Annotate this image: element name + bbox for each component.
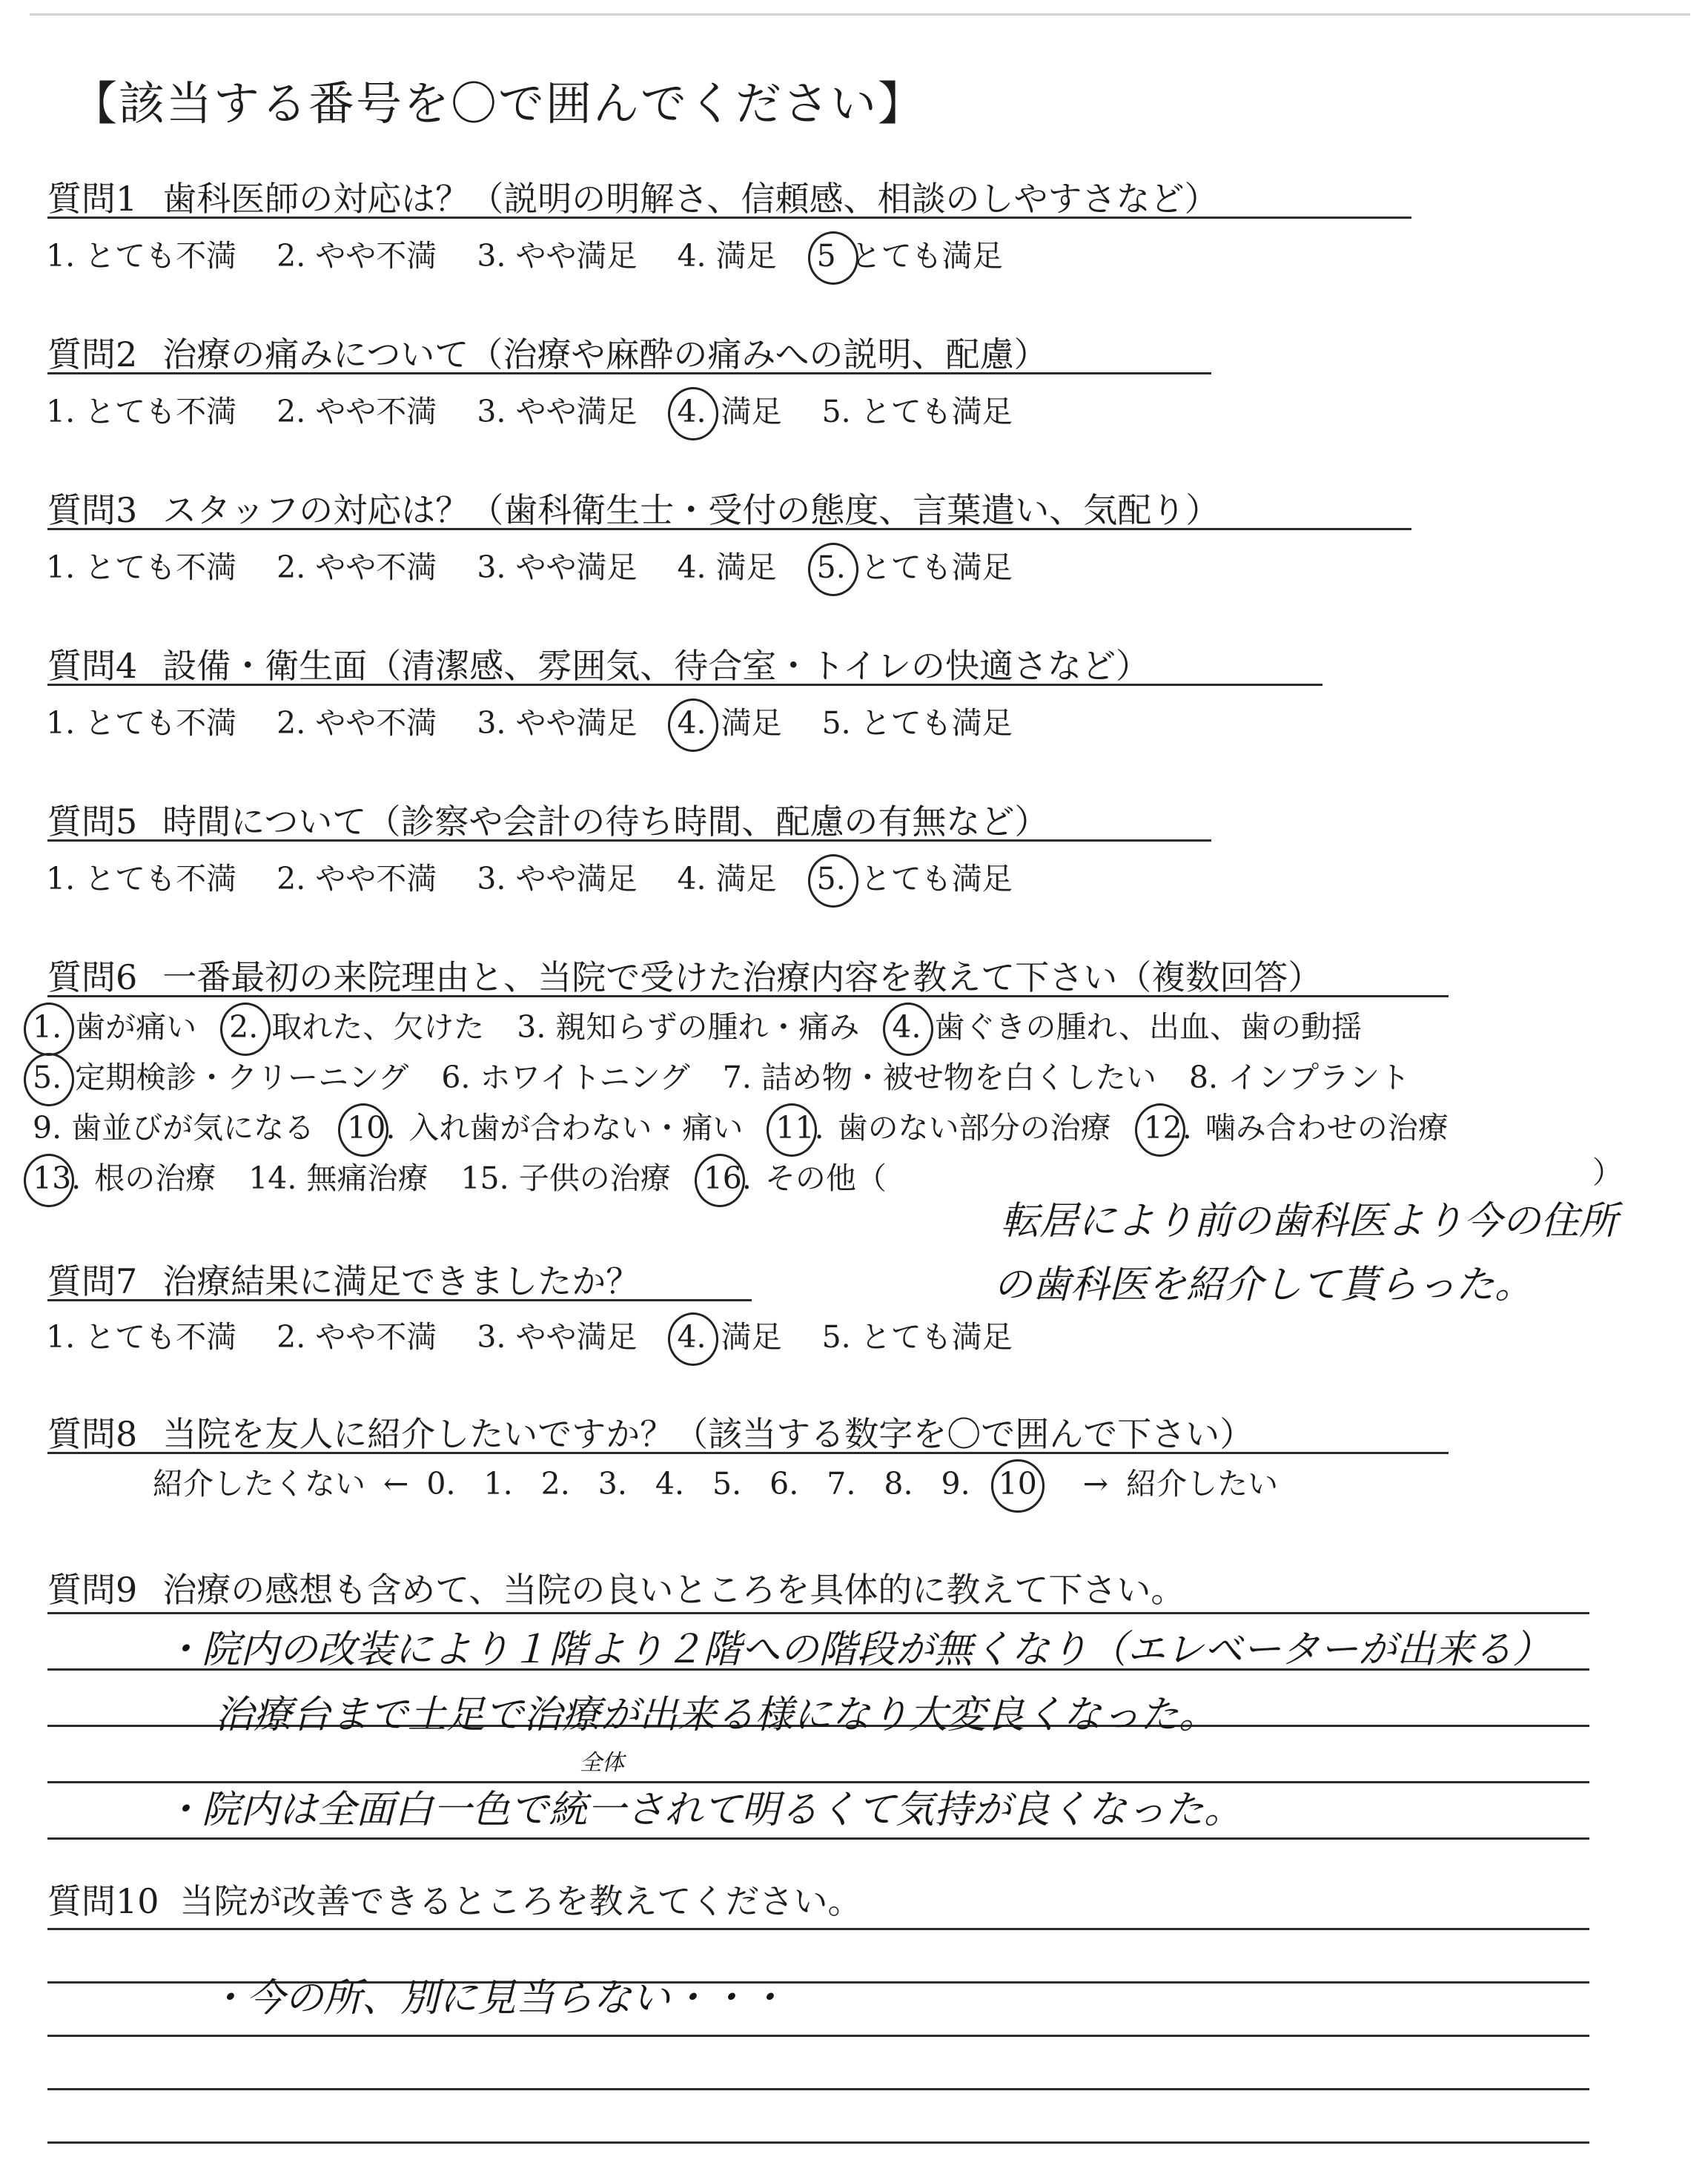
option-4-circled[interactable]: 4. — [677, 394, 706, 429]
answer-line — [47, 2035, 1589, 2037]
question-1-options — [46, 231, 1043, 275]
option-16-label: その他（ — [764, 1160, 887, 1196]
question-text: 当院を友人に紹介したいですか？（該当する数字を〇で囲んで下さい） — [162, 1414, 1254, 1454]
scale-9[interactable]: 9. — [941, 1466, 970, 1502]
question-text: 当院が改善できるところを教えてください。 — [179, 1881, 862, 1921]
option-2[interactable]: 2. やや不満 — [277, 861, 437, 896]
option-1-label: 歯が痛い — [75, 1009, 197, 1045]
option-4-circled[interactable]: 4. — [677, 705, 706, 741]
option-11-label: 歯のない部分の治療 — [837, 1110, 1111, 1146]
option-1[interactable]: 1. とても不満 — [46, 1319, 237, 1355]
option-5-circled[interactable]: 5. — [816, 549, 846, 585]
question-underline — [47, 528, 1411, 530]
option-1[interactable]: 1. とても不満 — [46, 705, 237, 741]
option-1-circled[interactable]: 1. — [33, 1009, 62, 1045]
scale-0[interactable]: 0. — [426, 1466, 456, 1502]
option-15[interactable]: 15. 子供の治療 — [460, 1160, 671, 1196]
scale-3[interactable]: 3. — [598, 1466, 627, 1502]
question-6-row-1 — [33, 1003, 1394, 1046]
question-text: 歯科医師の対応は？（説明の明解さ、信頼感、相談のしやすさなど） — [162, 179, 1219, 219]
form-heading: 【該当する番号を〇で囲んでください】 — [71, 76, 926, 131]
question-number: 質問6 — [47, 957, 138, 997]
option-5-circled[interactable]: 5 — [816, 238, 836, 274]
option-4-label: 歯ぐきの腫れ、出血、歯の動揺 — [934, 1009, 1362, 1045]
question-number: 質問3 — [47, 490, 138, 530]
option-4-circled[interactable]: 4. — [677, 1319, 706, 1355]
question-6-row-4 — [33, 1154, 919, 1198]
other-answer-handwritten-1: 転居により前の歯科医より今の住所 — [1001, 1199, 1618, 1244]
option-8[interactable]: 8. インプラント — [1188, 1060, 1411, 1095]
scale-1[interactable]: 1. — [483, 1466, 513, 1502]
option-14[interactable]: 14. 無痛治療 — [248, 1160, 428, 1196]
scale-7[interactable]: 7. — [827, 1466, 856, 1502]
option-3[interactable]: 3. やや満足 — [477, 394, 638, 429]
question-text: 一番最初の来院理由と、当院で受けた治療内容を教えて下さい（複数回答） — [162, 957, 1323, 997]
question-4-title — [47, 639, 1150, 688]
option-2[interactable]: 2. やや不満 — [277, 238, 437, 274]
option-13-circled[interactable]: 13. — [33, 1160, 82, 1196]
q9-handwritten-2: 治療台まで土足で治療が出来る様になり大変良くなった。 — [215, 1693, 1218, 1737]
right-arrow-icon: → — [1082, 1466, 1109, 1502]
question-1-title — [47, 172, 1218, 221]
option-5[interactable]: 5. とても満足 — [821, 394, 1013, 429]
option-5-label: とても満足 — [850, 238, 1003, 274]
question-underline — [47, 1452, 1449, 1454]
option-4[interactable]: 4. 満足 — [677, 549, 777, 585]
question-10-title — [47, 1875, 862, 1923]
question-3-title — [47, 483, 1219, 532]
q10-handwritten-1: ・今の所、別に見当らない・・・ — [208, 1976, 787, 2021]
question-number: 質問5 — [47, 802, 138, 842]
question-5-options — [46, 854, 1053, 898]
question-underline — [47, 372, 1211, 374]
question-text: 設備・衛生面（清潔感、雰囲気、待合室・トイレの快適さなど） — [162, 646, 1150, 686]
question-number: 質問2 — [47, 334, 138, 374]
option-1[interactable]: 1. とても不満 — [46, 238, 237, 274]
option-5-label: 定期検診・クリーニング — [75, 1060, 409, 1095]
question-number: 質問8 — [47, 1414, 138, 1454]
option-4-label: 満足 — [721, 705, 782, 741]
option-2[interactable]: 2. やや不満 — [277, 705, 437, 741]
scale-10-circled[interactable]: 10 — [998, 1466, 1037, 1502]
question-text: スタッフの対応は？（歯科衛生士・受付の態度、言葉遣い、気配り） — [162, 490, 1220, 530]
question-6-row-3 — [33, 1103, 1481, 1147]
option-13-label: 根の治療 — [94, 1160, 216, 1196]
option-2-circled[interactable]: 2. — [229, 1009, 259, 1045]
option-16-circled[interactable]: 16. — [703, 1160, 752, 1196]
option-10-circled[interactable]: 10. — [347, 1110, 396, 1146]
scale-right-label: 紹介したい — [1126, 1466, 1279, 1502]
other-close-paren: ） — [1592, 1155, 1623, 1190]
option-4-label: 満足 — [721, 394, 782, 429]
question-2-options — [46, 387, 1053, 431]
option-6[interactable]: 6. ホワイトニング — [441, 1060, 690, 1095]
recommend-scale — [153, 1459, 1278, 1503]
option-3[interactable]: 3. やや満足 — [477, 705, 638, 741]
option-7[interactable]: 7. 詰め物・被せ物を白くしたい — [722, 1060, 1156, 1095]
scale-4[interactable]: 4. — [655, 1466, 684, 1502]
answer-line — [47, 1837, 1589, 1840]
question-underline — [47, 217, 1411, 219]
option-5-label: とても満足 — [860, 549, 1013, 585]
question-8-title — [47, 1407, 1254, 1456]
question-text: 治療結果に満足できましたか？ — [162, 1261, 640, 1301]
option-1[interactable]: 1. とても不満 — [46, 394, 237, 429]
question-underline — [47, 684, 1323, 686]
option-2-label: 取れた、欠けた — [271, 1009, 485, 1045]
question-4-options — [46, 698, 1053, 742]
option-5[interactable]: 5. とても満足 — [821, 705, 1013, 741]
scale-5[interactable]: 5. — [712, 1466, 742, 1502]
question-7-options — [46, 1312, 1053, 1356]
option-5-circled[interactable]: 5. — [33, 1060, 62, 1095]
top-border — [30, 13, 1690, 16]
question-9-title — [47, 1563, 1185, 1612]
q9-handwritten-3: ・院内は全面白一色で統一されて明るくて気持が良くなった。 — [163, 1788, 1243, 1832]
answer-line — [47, 1612, 1589, 1614]
option-11-circled[interactable]: 11. — [775, 1110, 824, 1146]
option-4[interactable]: 4. 満足 — [677, 238, 777, 274]
option-2[interactable]: 2. やや不満 — [277, 549, 437, 585]
option-3[interactable]: 3. 親知らずの腫れ・痛み — [517, 1009, 860, 1045]
answer-line — [47, 1928, 1589, 1930]
q9-handwritten-1: ・院内の改装により１階より２階への階段が無くなり（エレベーターが出来る） — [163, 1628, 1552, 1672]
question-7-title — [47, 1255, 640, 1304]
question-2-title — [47, 328, 1047, 377]
option-10-label: 入れ歯が合わない・痛い — [408, 1110, 744, 1146]
option-4-circled[interactable]: 4. — [892, 1009, 921, 1045]
scale-8[interactable]: 8. — [884, 1466, 913, 1502]
option-9[interactable]: 9. 歯並びが気になる — [33, 1110, 315, 1146]
option-12-label: 噛み合わせの治療 — [1205, 1110, 1449, 1146]
question-text: 時間について（診察や会計の待ち時間、配慮の有無など） — [162, 802, 1049, 842]
q9-handwritten-note: 全体 — [580, 1750, 624, 1776]
option-3[interactable]: 3. やや満足 — [477, 861, 638, 896]
question-6-title — [47, 951, 1322, 1000]
option-3[interactable]: 3. やや満足 — [477, 549, 638, 585]
answer-line — [47, 2141, 1589, 2144]
question-number: 質問4 — [47, 646, 138, 686]
question-text: 治療の痛みについて（治療や麻酔の痛みへの説明、配慮） — [162, 334, 1048, 374]
option-12-circled[interactable]: 12. — [1143, 1110, 1192, 1146]
question-number: 質問9 — [47, 1570, 138, 1610]
option-3[interactable]: 3. やや満足 — [477, 238, 638, 274]
option-4[interactable]: 4. 満足 — [677, 861, 777, 896]
question-6-row-2 — [33, 1053, 1443, 1097]
scale-left-label: 紹介したくない — [153, 1466, 365, 1502]
option-5-label: とても満足 — [860, 861, 1013, 896]
question-underline — [47, 839, 1211, 842]
option-2[interactable]: 2. やや不満 — [277, 394, 437, 429]
question-5-title — [47, 795, 1048, 844]
question-text: 治療の感想も含めて、当院の良いところを具体的に教えて下さい。 — [162, 1570, 1185, 1610]
answer-line — [47, 2088, 1589, 2090]
option-5-circled[interactable]: 5. — [816, 861, 846, 896]
question-underline — [47, 995, 1449, 997]
scale-2[interactable]: 2. — [540, 1466, 570, 1502]
question-3-options — [46, 543, 1053, 587]
option-2[interactable]: 2. やや不満 — [277, 1319, 437, 1355]
scale-6[interactable]: 6. — [769, 1466, 799, 1502]
question-underline — [47, 1299, 752, 1301]
question-number: 質問10 — [47, 1881, 159, 1921]
option-1[interactable]: 1. とても不満 — [46, 861, 237, 896]
option-4-label: 満足 — [721, 1319, 782, 1355]
option-3[interactable]: 3. やや満足 — [477, 1319, 638, 1355]
question-number: 質問1 — [47, 179, 138, 219]
question-number: 質問7 — [47, 1261, 138, 1301]
left-arrow-icon: ← — [383, 1466, 409, 1502]
option-5[interactable]: 5. とても満足 — [821, 1319, 1013, 1355]
other-answer-handwritten-2: の歯科医を紹介して貰らった。 — [993, 1263, 1534, 1307]
option-1[interactable]: 1. とても不満 — [46, 549, 237, 585]
